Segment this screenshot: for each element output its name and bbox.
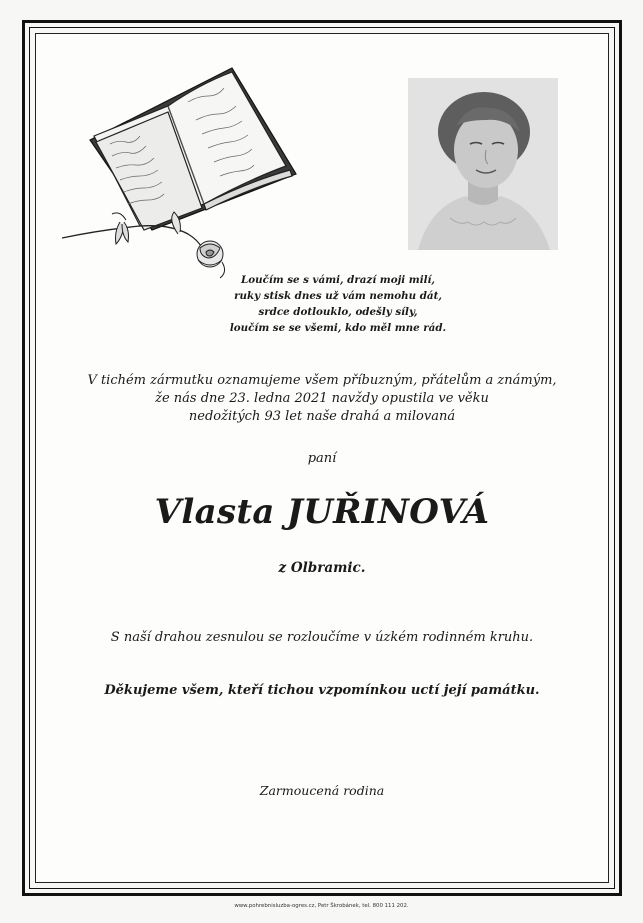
poem: [168, 272, 508, 336]
poem-line: loučím se se všemi, kdo měl mne rád.: [229, 322, 447, 334]
announcement-line: nedožitých 93 let naše drahá a milovaná: [188, 409, 456, 424]
origin: z Olbramic.: [278, 560, 366, 576]
announcement-line: V tichém zármutku oznamujeme všem příbuzným, přátelům a známým,: [87, 373, 557, 388]
open-book-icon: [60, 62, 310, 284]
book-shape: [90, 68, 296, 230]
poem-line: ruky stisk dnes už vám nemohu dát,: [234, 290, 442, 302]
announcement: [35, 372, 609, 426]
farewell-note: S naší drahou zesnulou se rozloučíme v úzkém rodinném kruhu.: [110, 630, 534, 645]
announcement-line: že nás dne 23. ledna 2021 navždy opustila ve věku: [155, 391, 489, 406]
poem-line: Loučím se s vámi, drazí moji milí,: [240, 274, 436, 286]
footer-contact: www.pohrebnisluzba-ogres.cz, Petr Škrobánek, tel. 800 111 202.: [234, 903, 409, 909]
portrait-photo: [408, 78, 558, 250]
signature: Zarmoucená rodina: [259, 783, 385, 798]
poem-line: srdce dotlouklo, odešly síly,: [258, 306, 418, 318]
deceased-name: Vlasta JUŘINOVÁ: [154, 492, 490, 532]
honorific: paní: [307, 451, 337, 466]
thanks-note: Děkujeme všem, kteří tichou vzpomínkou uctí její památku.: [104, 683, 540, 698]
